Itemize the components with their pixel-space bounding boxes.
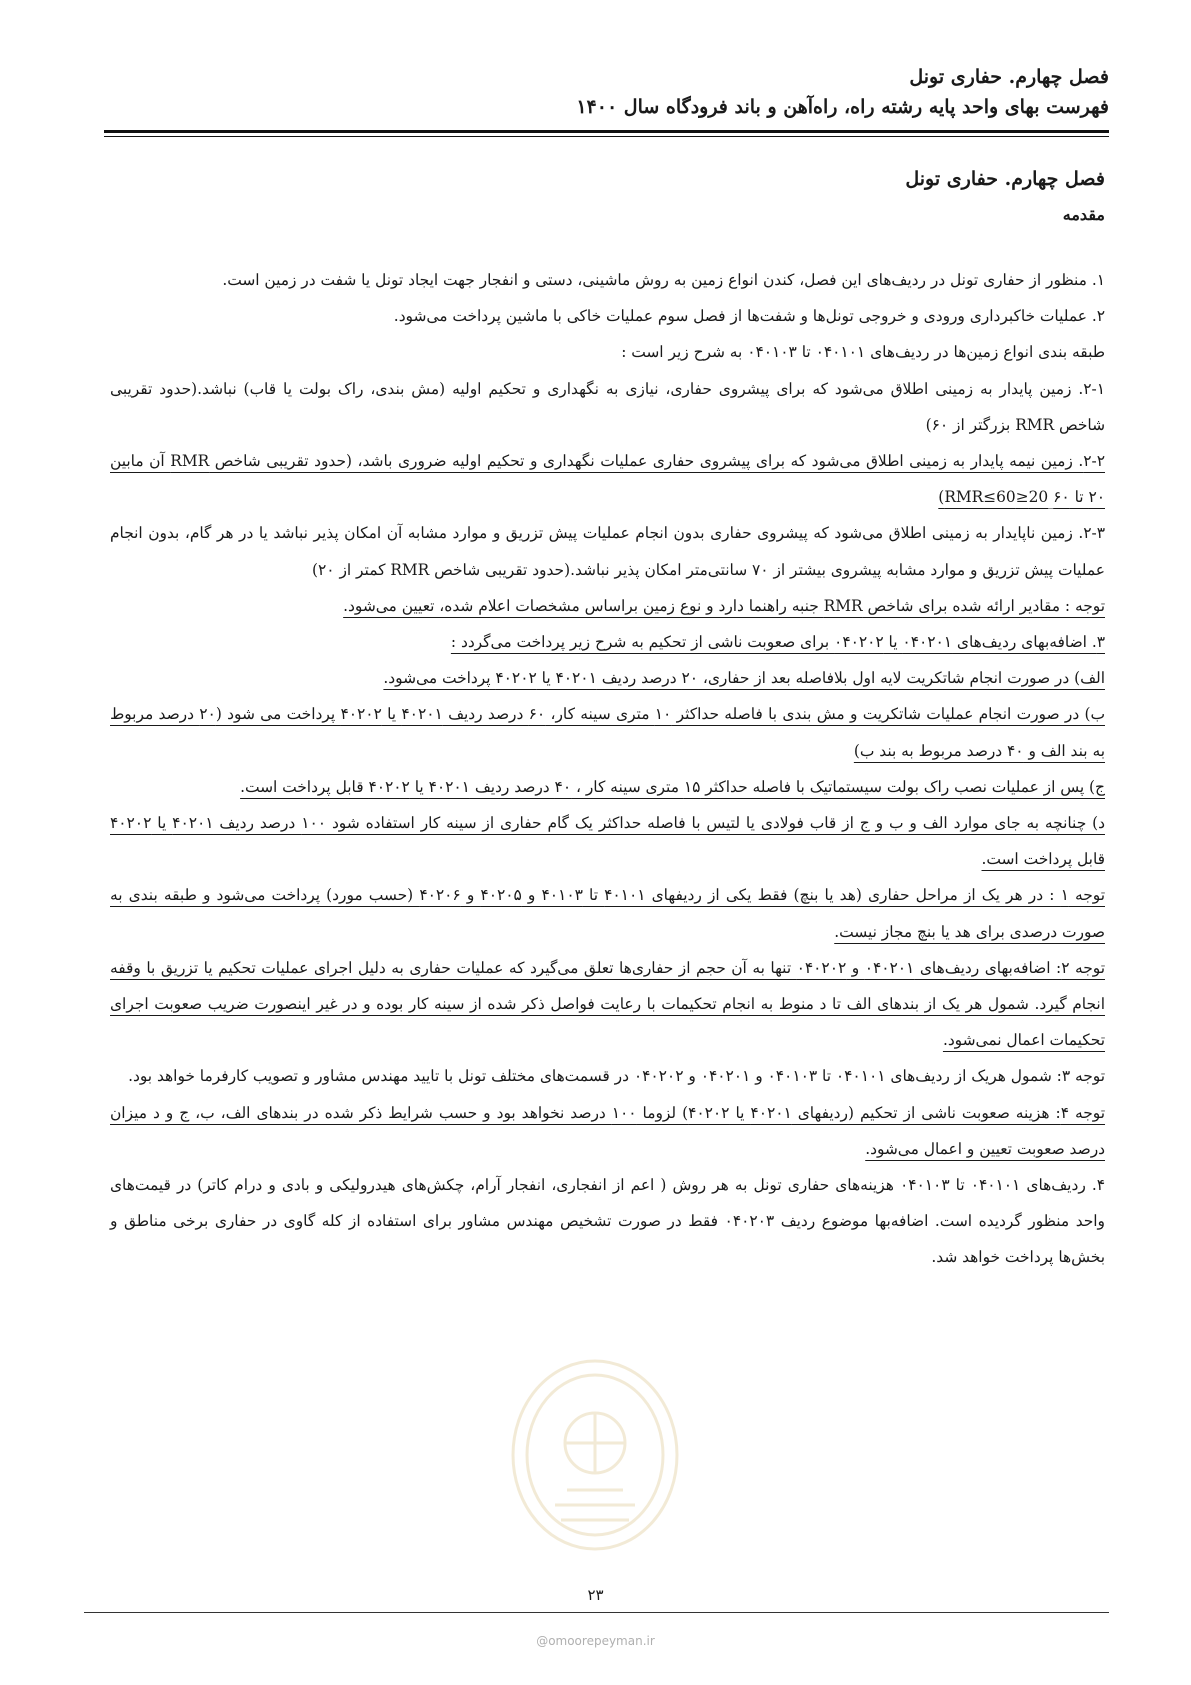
paragraph-2-3-unstable-ground: ۲-۳. زمین ناپایدار به زمینی اطلاق می‌شود که پیشروی حفاری بدون انجام عملیات پیش تزریق و موارد مشابه آن امکان پذیر نباشد یا در هر گام، بدون انجام عملیات پیش تزریق و موارد مشابه پیشروی بیشتر از ۷۰ سانتی‌متر امکان پذیر نباشد.(حدود تقریبی شاخص RMR کمتر از ۲۰)	[110, 524, 1105, 579]
paragraph-2-portal-excavation: ۲. عملیات خاکبرداری ورودی و خروجی تونل‌ها و شفت‌ها از فصل سوم عملیات خاکی با ماشین پرداخت می‌شود.	[393, 307, 1105, 326]
note-4-difficulty-cost: توجه ۴: هزینه صعوبت ناشی از تحکیم (ردیفهای ۴۰۲۰۱ یا ۴۰۲۰۲) لزوما ۱۰۰ درصد نخواهد بود و حسب شرایط ذکر شده در بندهای الف، ب، ج و د میزان درصد صعوبت تعیین و اعمال می‌شود.	[110, 1103, 1106, 1158]
paragraph-3-support-surcharge: ۳. اضافه‌بهای ردیف‌های ۰۴۰۲۰۱ یا ۰۴۰۲۰۲ برای صعوبت ناشی از تحکیم به شرح زیر پرداخت می‌گردد :	[450, 633, 1105, 652]
paragraph-2-1-stable-ground: ۲-۱. زمین پایدار به زمینی اطلاق می‌شود که برای پیشروی حفاری، نیازی به نگهداری و تحکیم اولیه (مش بندی، راک بولت یا قاب) نباشد.(حدود تقریبی شاخص RMR بزرگتر از ۶۰)	[110, 379, 1105, 434]
note-2-surcharge-scope: توجه ۲: اضافه‌بهای ردیف‌های ۰۴۰۲۰۱ و ۰۴۰۲۰۲ تنها به آن حجم از حفاری‌ها تعلق می‌گیرد که عملیات حفاری به دلیل اجرای عملیات تحکیم یا تزریق با وقفه انجام گیرد. شمول هر یک از بندهای الف تا د منوط به انجام تحکیمات با رعایت فواصل ذکر شده از سینه کار بوده و در غیر اینصورت ضریب صعوبت اجرای تحکیمات اعمال نمی‌شود.	[110, 958, 1105, 1050]
header-rule-thick	[104, 130, 1109, 133]
header-price-list-title: فهرست بهای واحد پایه رشته راه، راه‌آهن و باند فرودگاه سال ۱۴۰۰	[576, 96, 1109, 118]
note-rmr-guidance: توجه : مقادیر ارائه شده برای شاخص RMR جنبه راهنما دارد و نوع زمین براساس مشخصات اعلام شده، تعیین می‌شود.	[343, 596, 1105, 615]
clause-be-shotcrete-mesh: ب) در صورت انجام عملیات شاتکریت و مش بندی با فاصله حداکثر ۱۰ متری سینه کار، ۶۰ درصد ردیف ۴۰۲۰۱ یا ۴۰۲۰۲ پرداخت می شود (۲۰ درصد مربوط به بند الف و ۴۰ درصد مربوط به بند ب)	[110, 705, 1105, 760]
paragraph-1-definition: ۱. منظور از حفاری تونل در ردیف‌های این فصل، کندن انواع زمین به روش ماشینی، دستی و انفجار جهت ایجاد تونل یا شفت در زمین است.	[222, 271, 1105, 289]
section-intro-label: مقدمه	[1062, 205, 1105, 224]
note-1-head-bench: توجه ۱ : در هر یک از مراحل حفاری (هد یا بنچ) فقط یکی از ردیفهای ۴۰۱۰۱ تا ۴۰۱۰۳ و ۴۰۲۰۵ و ۴۰۲۰۶ (حسب مورد) پرداخت می‌شود و طبقه بندی به صورت درصدی برای هد یا بنچ مجاز نیست.	[110, 886, 1105, 941]
clause-jim-rock-bolt: ج) پس از عملیات نصب راک بولت سیستماتیک با فاصله حداکثر ۱۵ متری سینه کار ، ۴۰ درصد ردیف ۴۰۲۰۱ یا ۴۰۲۰۲ قابل پرداخت است.	[240, 777, 1105, 796]
header-chapter-title: فصل چهارم. حفاری تونل	[909, 66, 1109, 88]
section-title: فصل چهارم. حفاری تونل	[905, 168, 1105, 190]
clause-alef-shotcrete: الف) در صورت انجام شاتکریت لایه اول بلافاصله بعد از حفاری، ۲۰ درصد ردیف ۴۰۲۰۱ یا ۴۰۲۰۲ پرداخت می‌شود.	[383, 669, 1105, 688]
paragraph-ground-classification: طبقه بندی انواع زمین‌ها در ردیف‌های ۰۴۰۱۰۱ تا ۰۴۰۱۰۳ به شرح زیر است :	[621, 343, 1105, 362]
publisher-seal-watermark	[505, 1355, 685, 1555]
paragraph-2-2-semi-stable-ground: ۲-۲. زمین نیمه پایدار به زمینی اطلاق می‌شود که برای پیشروی حفاری عملیات نگهداری و تحکیم اولیه ضروری باشد، (حدود تقریبی شاخص RMR آن مابین ۲۰ تا ۶۰ 20≤RMR≤60)	[110, 452, 1105, 507]
page-header	[104, 62, 1109, 122]
website-watermark-text: @omoorepeyman.ir	[536, 1634, 655, 1648]
clause-dal-steel-frame: د) چنانچه به جای موارد الف و ب و ج از قاب فولادی یا لتیس با فاصله حداکثر یک گام حفاری از سینه کار استفاده شود ۱۰۰ درصد ردیف ۴۰۲۰۱ یا ۴۰۲۰۲ قابل پرداخت است.	[110, 814, 1105, 869]
footer-rule	[84, 1612, 1109, 1613]
header-rule-thin	[104, 136, 1109, 137]
paragraph-4-excavation-methods: ۴. ردیف‌های ۰۴۰۱۰۱ تا ۰۴۰۱۰۳ هزینه‌های حفاری تونل به هر روش ( اعم از انفجاری، انفجار آرام، چکش‌های هیدرولیکی و بادی و درام کاتر) در قیمت‌های واحد منظور گردیده است. اضافه‌بها موضوع ردیف ۰۴۰۲۰۳ فقط در صورت تشخیص مهندس مشاور برای استفاده از کله گاوی در حفاری برخی مناطق و بخش‌ها پرداخت خواهد شد.	[110, 1176, 1106, 1267]
note-3-approval: توجه ۳: شمول هریک از ردیف‌های ۰۴۰۱۰۱ تا ۰۴۰۱۰۳ و ۰۴۰۲۰۱ و ۰۴۰۲۰۲ در قسمت‌های مختلف تونل با تایید مهندس مشاور و تصویب کارفرما خواهد بود.	[128, 1067, 1105, 1086]
document-body	[110, 262, 1105, 1276]
page-number: ۲۳	[587, 1586, 604, 1604]
